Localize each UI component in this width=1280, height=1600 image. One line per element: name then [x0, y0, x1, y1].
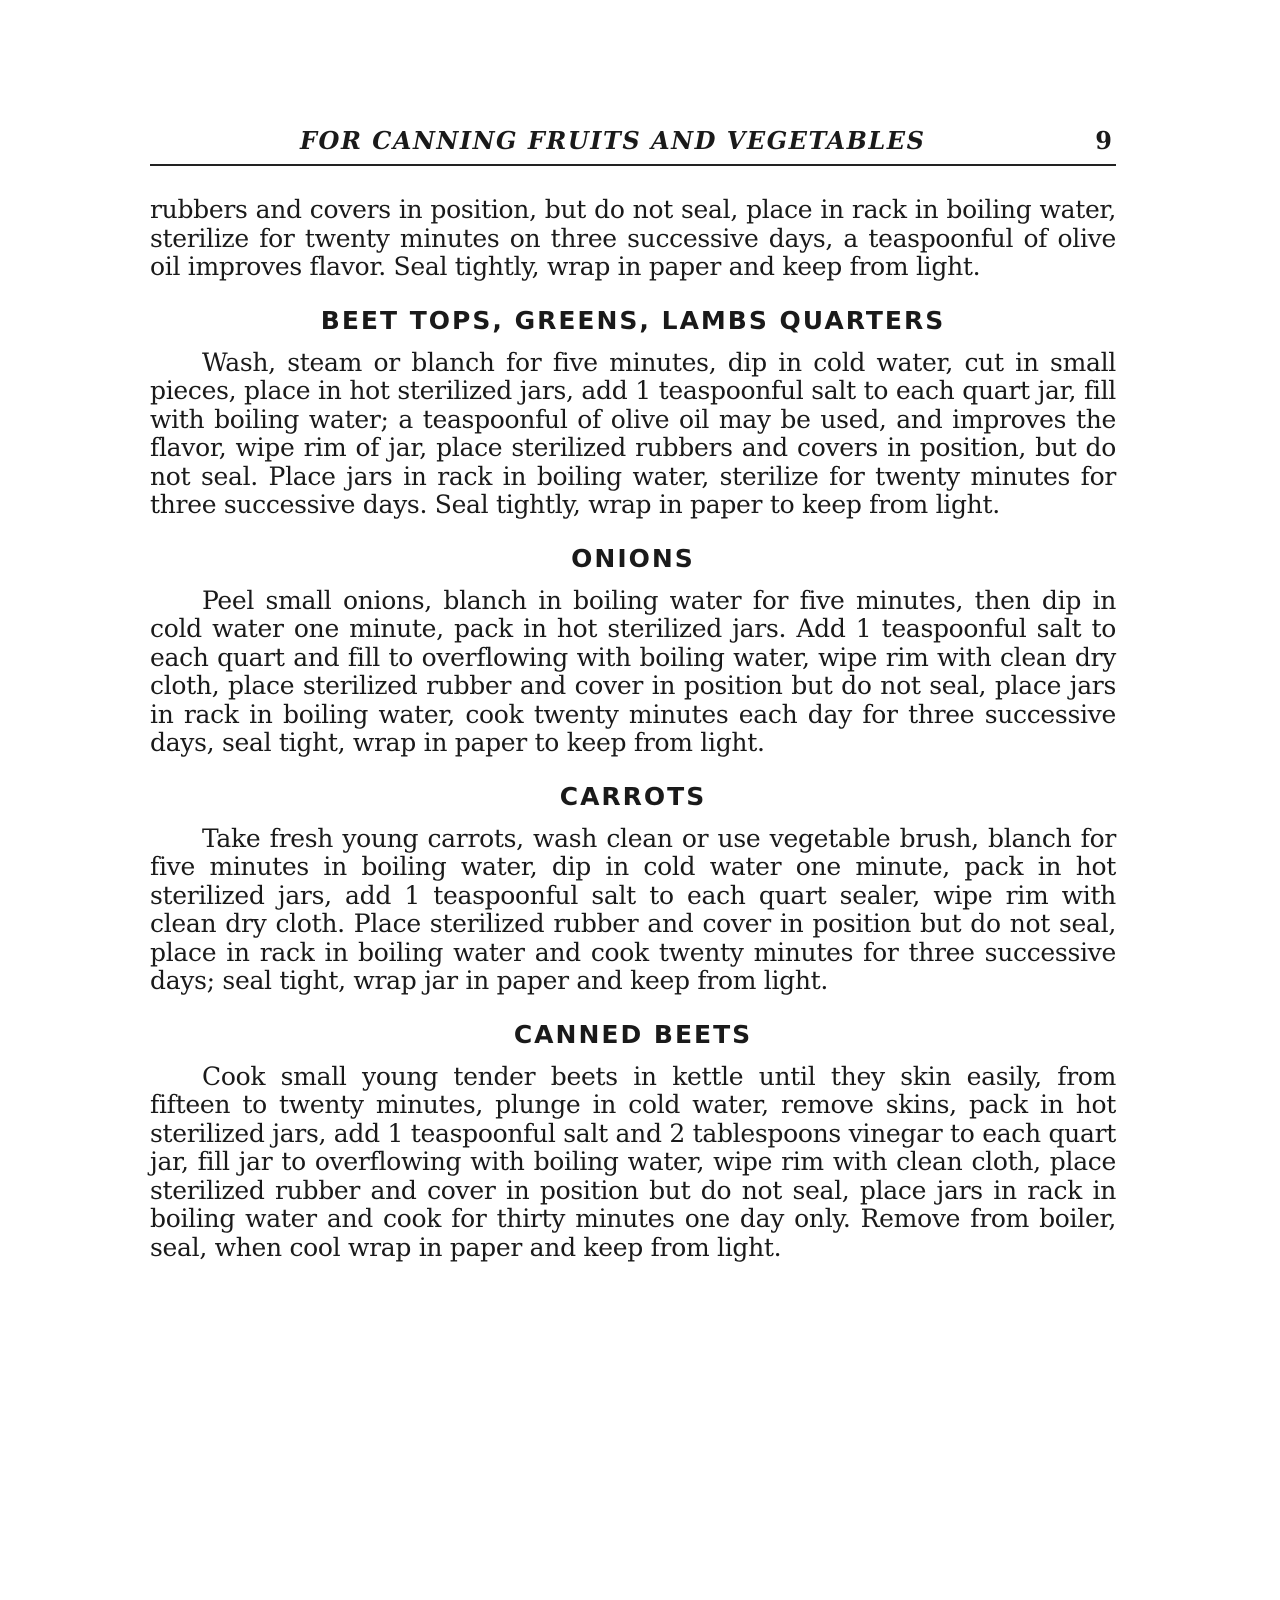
running-head	[150, 118, 1116, 166]
section-paragraph: Cook small young tender beets in kettle until they skin easily, from fifteen to twenty minutes, plunge in cold water, remove skins, pack in hot sterilized jars, add 1 teaspoonful salt and 2 tablespoons vinegar to each quart jar, fill jar to overflowing with boiling water, wipe rim with clean cloth, place sterilized rubber and cover in position but do not seal, place jars in rack in boiling water and cook for thirty minutes one day only. Remove from boiler, seal, when cool wrap in paper and keep from light.	[150, 1061, 1116, 1262]
section-heading: BEET TOPS, GREENS, LAMBS QUARTERS	[320, 305, 946, 335]
section-paragraph: Take fresh young carrots, wash clean or use vegetable brush, blanch for five minutes in boiling water, dip in cold water one minute, pack in hot sterilized jars, add 1 teaspoonful salt to each quart sealer, wipe rim with clean dry cloth. Place sterilized rubber and cover in position but do not seal, place in rack in boiling water and cook twenty minutes for three successive days; seal tight, wrap jar in paper and keep from light.	[150, 823, 1116, 995]
running-title: FOR CANNING FRUITS AND VEGETABLES	[300, 126, 926, 155]
section-carrots	[150, 782, 1116, 996]
book-page	[150, 118, 1116, 1262]
section-paragraph: Wash, steam or blanch for five minutes, dip in cold water, cut in small pieces, place in hot sterilized jars, add 1 teaspoonful salt to each quart jar, fill with boiling water; a teaspoonful of olive oil may be used, and improves the flavor, wipe rim of jar, place sterilized rubbers and covers in position, but do not seal. Place jars in rack in boiling water, sterilize for twenty minutes for three successive days. Seal tightly, wrap in paper to keep from light.	[150, 347, 1116, 519]
section-beet-tops	[150, 306, 1116, 520]
section-heading: ONIONS	[571, 543, 695, 573]
page-number: 9	[1095, 126, 1112, 155]
section-heading: CANNED BEETS	[513, 1019, 753, 1049]
section-paragraph: Peel small onions, blanch in boiling water for five minutes, then dip in cold water one minute, pack in hot sterilized jars. Add 1 teaspoonful salt to each quart and fill to overflowing with boiling water, wipe rim with clean dry cloth, place sterilized rubber and cover in position but do not seal, place jars in rack in boiling water, cook twenty minutes each day for three successive days, seal tight, wrap in paper to keep from light.	[150, 585, 1116, 757]
section-canned-beets	[150, 1020, 1116, 1263]
continued-paragraph: rubbers and covers in position, but do not seal, place in rack in boiling water, sterilize for twenty minutes on three successive days, a teaspoonful of olive oil improves flavor. Seal tightly, wrap in paper and keep from light.	[150, 195, 1116, 281]
section-onions	[150, 544, 1116, 758]
section-heading: CARROTS	[559, 781, 707, 811]
